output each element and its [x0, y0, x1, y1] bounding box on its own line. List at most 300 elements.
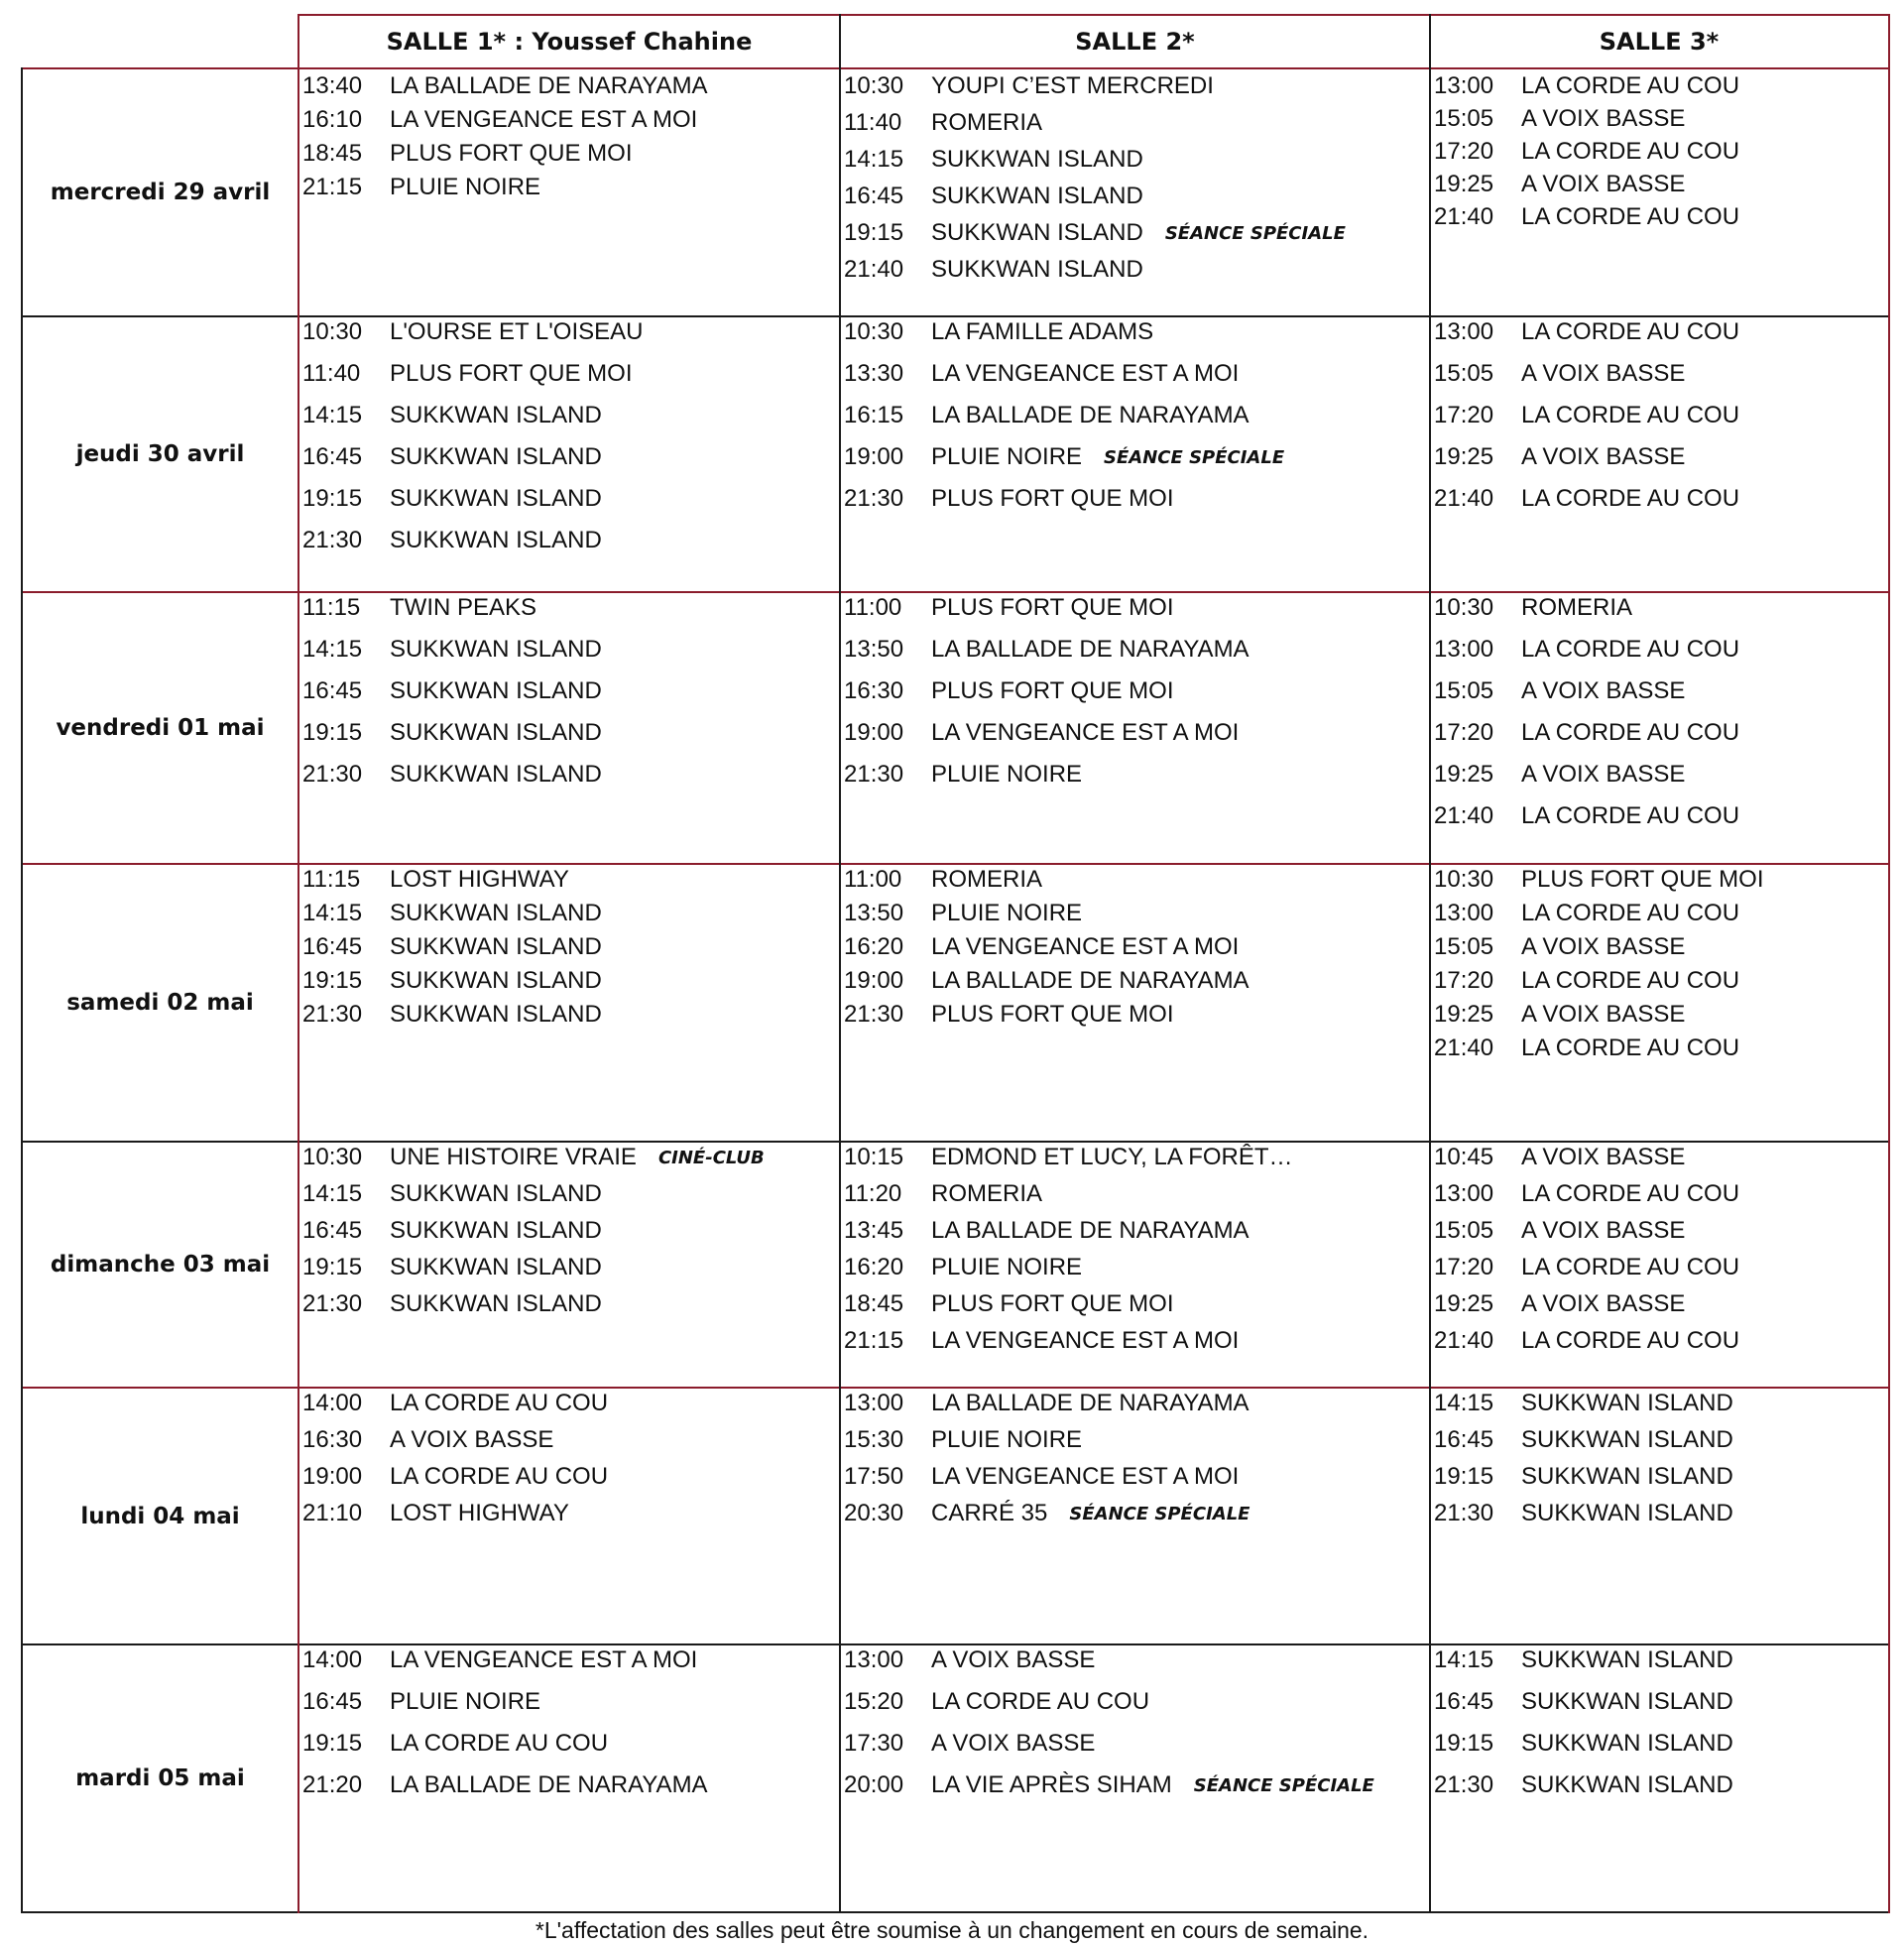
session-title: LA BALLADE DE NARAYAMA — [931, 967, 1250, 994]
day-label: dimanche 03 mai — [50, 1252, 271, 1278]
session-time: 10:45 — [1434, 1144, 1494, 1170]
session-time: 15:05 — [1434, 105, 1494, 132]
session-time: 13:00 — [844, 1390, 904, 1416]
session-row — [1434, 485, 1739, 513]
session-tag: SÉANCE SPÉCIALE — [1104, 447, 1285, 468]
session-title: A VOIX BASSE — [931, 1646, 1096, 1673]
session-title: SUKKWAN ISLAND — [1521, 1771, 1733, 1798]
session-title: ROMERIA — [931, 109, 1043, 136]
session-time: 21:30 — [302, 761, 363, 788]
session-tag: SÉANCE SPÉCIALE — [1164, 223, 1346, 244]
room-schedule-cell — [1430, 1644, 1888, 1912]
session-title: LA VENGEANCE EST A MOI — [931, 1327, 1240, 1354]
day-label: jeudi 30 avril — [75, 441, 245, 467]
session-row — [844, 1254, 1082, 1281]
session-time: 17:20 — [1434, 1254, 1494, 1280]
room-header: SALLE 1* : Youssef Chahine — [386, 28, 753, 56]
room-schedule-cell — [1430, 864, 1888, 1142]
session-row — [302, 1463, 608, 1491]
session-time: 13:00 — [1434, 900, 1494, 926]
session-title: TWIN PEAKS — [390, 594, 537, 621]
session-title: PLUS FORT QUE MOI — [931, 1290, 1174, 1317]
session-time: 10:15 — [844, 1144, 904, 1170]
session-time: 17:50 — [844, 1463, 904, 1490]
room-schedule-cell — [1430, 1388, 1888, 1644]
session-row — [302, 1001, 602, 1029]
session-row — [844, 1463, 1239, 1491]
session-title: LA VENGEANCE EST A MOI — [931, 933, 1240, 960]
footnote: *L'affectation des salles peut être soumise à un changement en cours de semaine. — [535, 1917, 1369, 1943]
session-title: LA BALLADE DE NARAYAMA — [931, 636, 1250, 663]
session-time: 16:20 — [844, 1254, 904, 1280]
session-time: 16:45 — [302, 1217, 363, 1244]
session-row — [1434, 1254, 1739, 1281]
session-row — [302, 1426, 553, 1454]
session-row — [302, 900, 602, 927]
session-title: SUKKWAN ISLAND — [390, 1254, 602, 1280]
session-time: 16:15 — [844, 402, 904, 428]
session-time: 10:30 — [844, 318, 904, 345]
session-title: PLUS FORT QUE MOI — [931, 1001, 1174, 1028]
session-time: 21:10 — [302, 1500, 363, 1526]
session-row — [302, 360, 633, 388]
session-time: 19:00 — [844, 719, 904, 746]
session-title: LA CORDE AU COU — [390, 1730, 609, 1757]
session-row — [1434, 594, 1632, 622]
session-time: 16:10 — [302, 106, 363, 133]
session-row — [844, 1730, 1095, 1758]
session-time: 13:00 — [1434, 636, 1494, 663]
session-time: 11:15 — [302, 866, 361, 893]
session-title: LA CORDE AU COU — [1521, 138, 1740, 165]
session-title: A VOIX BASSE — [1521, 1144, 1686, 1170]
session-time: 20:30 — [844, 1500, 904, 1526]
session-time: 15:20 — [844, 1688, 904, 1715]
session-title: LA CORDE AU COU — [1521, 719, 1740, 746]
session-row — [302, 527, 602, 554]
session-time: 21:20 — [302, 1771, 363, 1798]
session-row — [1434, 967, 1739, 995]
session-row — [844, 1390, 1250, 1417]
session-row — [302, 677, 602, 705]
session-row — [844, 1217, 1250, 1245]
session-time: 14:15 — [302, 900, 363, 926]
session-time: 14:15 — [302, 636, 363, 663]
session-tag: SÉANCE SPÉCIALE — [1193, 1775, 1374, 1796]
session-time: 19:25 — [1434, 1290, 1494, 1317]
session-time: 13:40 — [302, 72, 363, 99]
session-time: 10:30 — [302, 1144, 363, 1170]
room-schedule-cell — [1430, 316, 1888, 592]
session-title: LA BALLADE DE NARAYAMA — [390, 72, 708, 99]
session-row — [1434, 443, 1685, 471]
session-title: SUKKWAN ISLAND — [1521, 1730, 1733, 1757]
session-title: LOST HIGHWAY — [390, 866, 569, 893]
session-title: LA CORDE AU COU — [390, 1390, 609, 1416]
session-title: SUKKWAN ISLAND — [390, 1180, 602, 1207]
session-row — [1434, 360, 1685, 388]
session-title: PLUS FORT QUE MOI — [931, 677, 1174, 704]
session-tag: CINÉ-CLUB — [657, 1148, 765, 1168]
session-row — [1434, 677, 1685, 705]
session-title: UNE HISTOIRE VRAIE — [390, 1144, 637, 1170]
session-title: A VOIX BASSE — [1521, 171, 1686, 197]
session-row — [844, 1500, 1250, 1528]
session-title: SUKKWAN ISLAND — [390, 1217, 602, 1244]
session-title: LA CORDE AU COU — [1521, 203, 1740, 230]
session-title: EDMOND ET LUCY, LA FORÊT… — [931, 1144, 1293, 1170]
session-row — [844, 1771, 1374, 1800]
session-time: 21:30 — [844, 1001, 904, 1028]
session-row — [844, 360, 1239, 388]
session-time: 21:30 — [302, 527, 363, 553]
session-time: 11:20 — [844, 1180, 902, 1207]
session-row — [844, 109, 1042, 137]
session-row — [844, 1327, 1239, 1355]
session-title: SUKKWAN ISLAND — [931, 219, 1143, 246]
session-time: 18:45 — [844, 1290, 904, 1317]
session-time: 16:45 — [1434, 1688, 1494, 1715]
session-title: SUKKWAN ISLAND — [390, 967, 602, 994]
session-row — [844, 967, 1250, 995]
session-time: 21:40 — [1434, 802, 1494, 829]
session-title: PLUIE NOIRE — [931, 443, 1083, 470]
session-row — [1434, 1327, 1739, 1355]
session-row — [844, 900, 1082, 927]
session-row — [1434, 1001, 1685, 1029]
session-time: 21:30 — [1434, 1500, 1494, 1526]
session-row — [1434, 900, 1739, 927]
session-title: LA VENGEANCE EST A MOI — [931, 719, 1240, 746]
session-time: 17:30 — [844, 1730, 904, 1757]
session-row — [302, 318, 643, 346]
session-title: PLUIE NOIRE — [931, 900, 1083, 926]
session-time: 11:00 — [844, 594, 902, 621]
session-time: 11:00 — [844, 866, 902, 893]
session-row — [844, 636, 1250, 664]
session-time: 21:30 — [302, 1001, 363, 1028]
session-title: SUKKWAN ISLAND — [1521, 1426, 1733, 1453]
session-row — [844, 1001, 1174, 1029]
session-title: SUKKWAN ISLAND — [390, 1001, 602, 1028]
room-schedule-cell — [298, 1644, 840, 1912]
session-row — [844, 183, 1143, 210]
session-row — [1434, 1646, 1733, 1674]
session-title: LA CORDE AU COU — [390, 1463, 609, 1490]
session-row — [302, 1646, 697, 1674]
session-time: 21:30 — [302, 1290, 363, 1317]
session-time: 19:15 — [302, 1730, 363, 1757]
session-row — [844, 866, 1042, 894]
session-time: 21:30 — [844, 485, 904, 512]
session-time: 19:15 — [1434, 1730, 1494, 1757]
session-title: LA CORDE AU COU — [1521, 636, 1740, 663]
room-header: SALLE 2* — [1075, 28, 1195, 56]
session-row — [302, 106, 697, 134]
day-label: mardi 05 mai — [75, 1765, 245, 1791]
session-row — [1434, 1500, 1733, 1527]
session-title: SUKKWAN ISLAND — [390, 636, 602, 663]
session-tag: SÉANCE SPÉCIALE — [1069, 1504, 1250, 1524]
session-time: 21:40 — [1434, 1327, 1494, 1354]
session-time: 15:05 — [1434, 360, 1494, 387]
session-title: A VOIX BASSE — [1521, 1217, 1686, 1244]
session-time: 19:15 — [302, 719, 363, 746]
session-title: LA CORDE AU COU — [1521, 802, 1740, 829]
session-time: 19:15 — [1434, 1463, 1494, 1490]
session-title: LA VENGEANCE EST A MOI — [931, 360, 1240, 387]
session-time: 10:30 — [302, 318, 363, 345]
session-row — [302, 933, 602, 961]
session-title: SUKKWAN ISLAND — [390, 761, 602, 788]
session-time: 15:05 — [1434, 933, 1494, 960]
room-schedule-cell — [840, 1142, 1430, 1388]
session-time: 14:15 — [1434, 1646, 1494, 1673]
session-row — [1434, 1217, 1685, 1245]
session-title: L'OURSE ET L'OISEAU — [390, 318, 644, 345]
day-label: lundi 04 mai — [80, 1503, 240, 1529]
session-time: 13:00 — [1434, 72, 1494, 99]
room-schedule-cell — [298, 864, 840, 1142]
session-row — [844, 1426, 1082, 1454]
session-row — [1434, 1730, 1733, 1758]
session-time: 14:15 — [302, 1180, 363, 1207]
room-schedule-cell — [298, 316, 840, 592]
session-time: 10:30 — [1434, 866, 1494, 893]
session-row — [1434, 761, 1685, 789]
session-row — [1434, 1144, 1685, 1171]
session-title: SUKKWAN ISLAND — [931, 146, 1143, 173]
session-title: SUKKWAN ISLAND — [1521, 1500, 1733, 1526]
session-row — [844, 1180, 1042, 1208]
session-row — [302, 636, 602, 664]
session-row — [1434, 1390, 1733, 1417]
session-row — [302, 1500, 569, 1527]
session-row — [302, 719, 602, 747]
session-title: SUKKWAN ISLAND — [931, 256, 1143, 283]
session-row — [1434, 1034, 1739, 1062]
session-time: 15:05 — [1434, 677, 1494, 704]
session-row — [1434, 1463, 1733, 1491]
room-schedule-cell — [298, 68, 840, 316]
session-row — [302, 1254, 602, 1281]
session-title: LA CORDE AU COU — [1521, 1180, 1740, 1207]
session-title: YOUPI C’EST MERCREDI — [931, 72, 1214, 99]
session-time: 16:45 — [302, 1688, 363, 1715]
session-row — [844, 761, 1082, 789]
session-time: 20:00 — [844, 1771, 904, 1798]
session-title: LA CORDE AU COU — [1521, 1327, 1740, 1354]
session-time: 21:40 — [1434, 1034, 1494, 1061]
session-row — [302, 1217, 602, 1245]
session-title: A VOIX BASSE — [390, 1426, 554, 1453]
session-time: 21:15 — [302, 174, 363, 200]
session-title: PLUIE NOIRE — [931, 1254, 1083, 1280]
session-row — [302, 1390, 608, 1417]
session-time: 18:45 — [302, 140, 363, 167]
session-time: 19:25 — [1434, 761, 1494, 788]
session-title: A VOIX BASSE — [1521, 677, 1686, 704]
room-schedule-cell — [1430, 1142, 1888, 1388]
session-row — [302, 485, 602, 513]
session-title: SUKKWAN ISLAND — [1521, 1463, 1733, 1490]
session-time: 19:00 — [302, 1463, 363, 1490]
session-title: LA BALLADE DE NARAYAMA — [390, 1771, 708, 1798]
session-title: A VOIX BASSE — [1521, 105, 1686, 132]
session-time: 16:45 — [302, 443, 363, 470]
session-title: SUKKWAN ISLAND — [931, 183, 1143, 209]
session-time: 19:15 — [844, 219, 904, 246]
session-title: SUKKWAN ISLAND — [390, 900, 602, 926]
session-row — [302, 174, 540, 201]
session-title: LA CORDE AU COU — [1521, 318, 1740, 345]
session-title: ROMERIA — [931, 866, 1043, 893]
session-title: SUKKWAN ISLAND — [390, 677, 602, 704]
session-row — [1434, 636, 1739, 664]
session-row — [844, 485, 1174, 513]
session-title: LA CORDE AU COU — [1521, 1254, 1740, 1280]
session-time: 15:05 — [1434, 1217, 1494, 1244]
session-row — [1434, 1771, 1733, 1799]
session-row — [1434, 72, 1739, 100]
session-title: LA VENGEANCE EST A MOI — [931, 1463, 1240, 1490]
session-title: PLUIE NOIRE — [390, 1688, 541, 1715]
session-row — [1434, 318, 1739, 346]
session-title: PLUS FORT QUE MOI — [390, 140, 633, 167]
session-row — [302, 1180, 602, 1208]
session-time: 19:25 — [1434, 1001, 1494, 1028]
session-time: 13:50 — [844, 636, 904, 663]
session-time: 15:30 — [844, 1426, 904, 1453]
session-title: SUKKWAN ISLAND — [390, 402, 602, 428]
session-row — [302, 866, 569, 894]
session-title: A VOIX BASSE — [1521, 360, 1686, 387]
session-row — [844, 318, 1153, 346]
session-title: ROMERIA — [931, 1180, 1043, 1207]
session-row — [302, 1290, 602, 1318]
session-row — [844, 1290, 1174, 1318]
session-time: 17:20 — [1434, 719, 1494, 746]
session-row — [302, 72, 708, 100]
session-row — [1434, 105, 1685, 133]
session-time: 21:30 — [1434, 1771, 1494, 1798]
room-schedule-cell — [298, 1142, 840, 1388]
session-title: PLUIE NOIRE — [390, 174, 541, 200]
session-row — [1434, 1426, 1733, 1454]
session-time: 21:40 — [1434, 485, 1494, 512]
session-row — [1434, 1180, 1739, 1208]
session-time: 16:30 — [302, 1426, 363, 1453]
session-row — [844, 933, 1239, 961]
session-row — [1434, 138, 1739, 166]
session-title: A VOIX BASSE — [1521, 761, 1686, 788]
session-title: A VOIX BASSE — [1521, 1290, 1686, 1317]
session-row — [1434, 171, 1685, 198]
session-title: SUKKWAN ISLAND — [1521, 1688, 1733, 1715]
session-title: LA CORDE AU COU — [1521, 900, 1740, 926]
room-header: SALLE 3* — [1599, 28, 1720, 56]
session-time: 16:45 — [844, 183, 904, 209]
session-time: 16:45 — [1434, 1426, 1494, 1453]
session-time: 13:45 — [844, 1217, 904, 1244]
session-title: LA BALLADE DE NARAYAMA — [931, 1217, 1250, 1244]
room-schedule-cell — [840, 316, 1430, 592]
session-title: LA CORDE AU COU — [1521, 485, 1740, 512]
session-title: LA CORDE AU COU — [931, 1688, 1150, 1715]
session-row — [844, 677, 1174, 705]
session-row — [844, 72, 1214, 100]
session-time: 16:20 — [844, 933, 904, 960]
session-time: 14:15 — [1434, 1390, 1494, 1416]
session-time: 21:40 — [844, 256, 904, 283]
session-time: 16:45 — [302, 677, 363, 704]
session-time: 21:15 — [844, 1327, 904, 1354]
session-title: A VOIX BASSE — [1521, 933, 1686, 960]
session-row — [844, 146, 1143, 174]
session-time: 17:20 — [1434, 402, 1494, 428]
session-title: SUKKWAN ISLAND — [390, 485, 602, 512]
session-title: SUKKWAN ISLAND — [390, 719, 602, 746]
session-time: 21:30 — [844, 761, 904, 788]
room-schedule-cell — [840, 68, 1430, 316]
session-time: 13:00 — [844, 1646, 904, 1673]
session-row — [844, 1646, 1095, 1674]
session-time: 11:15 — [302, 594, 361, 621]
session-title: ROMERIA — [1521, 594, 1633, 621]
session-time: 17:20 — [1434, 138, 1494, 165]
session-title: PLUS FORT QUE MOI — [931, 485, 1174, 512]
session-title: SUKKWAN ISLAND — [390, 443, 602, 470]
session-title: PLUIE NOIRE — [931, 761, 1083, 788]
session-title: PLUS FORT QUE MOI — [931, 594, 1174, 621]
room-schedule-cell — [1430, 592, 1888, 864]
room-schedule-cell — [840, 864, 1430, 1142]
session-row — [1434, 866, 1764, 894]
session-title: PLUS FORT QUE MOI — [390, 360, 633, 387]
session-time: 19:00 — [844, 967, 904, 994]
session-row — [302, 402, 602, 429]
session-row — [302, 1688, 540, 1716]
session-title: SUKKWAN ISLAND — [390, 933, 602, 960]
session-title: A VOIX BASSE — [1521, 1001, 1686, 1028]
session-title: CARRÉ 35 — [931, 1500, 1048, 1526]
session-time: 19:15 — [302, 485, 363, 512]
session-row — [844, 256, 1143, 284]
session-time: 14:00 — [302, 1646, 363, 1673]
session-title: LA BALLADE DE NARAYAMA — [931, 402, 1250, 428]
session-row — [302, 594, 536, 622]
session-row — [1434, 203, 1739, 231]
session-time: 13:00 — [1434, 318, 1494, 345]
session-row — [302, 761, 602, 789]
session-row — [1434, 402, 1739, 429]
session-time: 14:15 — [844, 146, 904, 173]
room-schedule-cell — [298, 1388, 840, 1644]
session-time: 14:00 — [302, 1390, 363, 1416]
session-row — [1434, 1688, 1733, 1716]
session-title: LA CORDE AU COU — [1521, 402, 1740, 428]
session-row — [844, 402, 1250, 429]
session-time: 14:15 — [302, 402, 363, 428]
session-title: PLUIE NOIRE — [931, 1426, 1083, 1453]
session-row — [1434, 719, 1739, 747]
session-time: 19:15 — [302, 967, 363, 994]
session-time: 19:25 — [1434, 443, 1494, 470]
day-label: vendredi 01 mai — [56, 715, 265, 741]
session-title: LA CORDE AU COU — [1521, 967, 1740, 994]
room-schedule-cell — [1430, 68, 1888, 316]
session-row — [302, 1730, 608, 1758]
